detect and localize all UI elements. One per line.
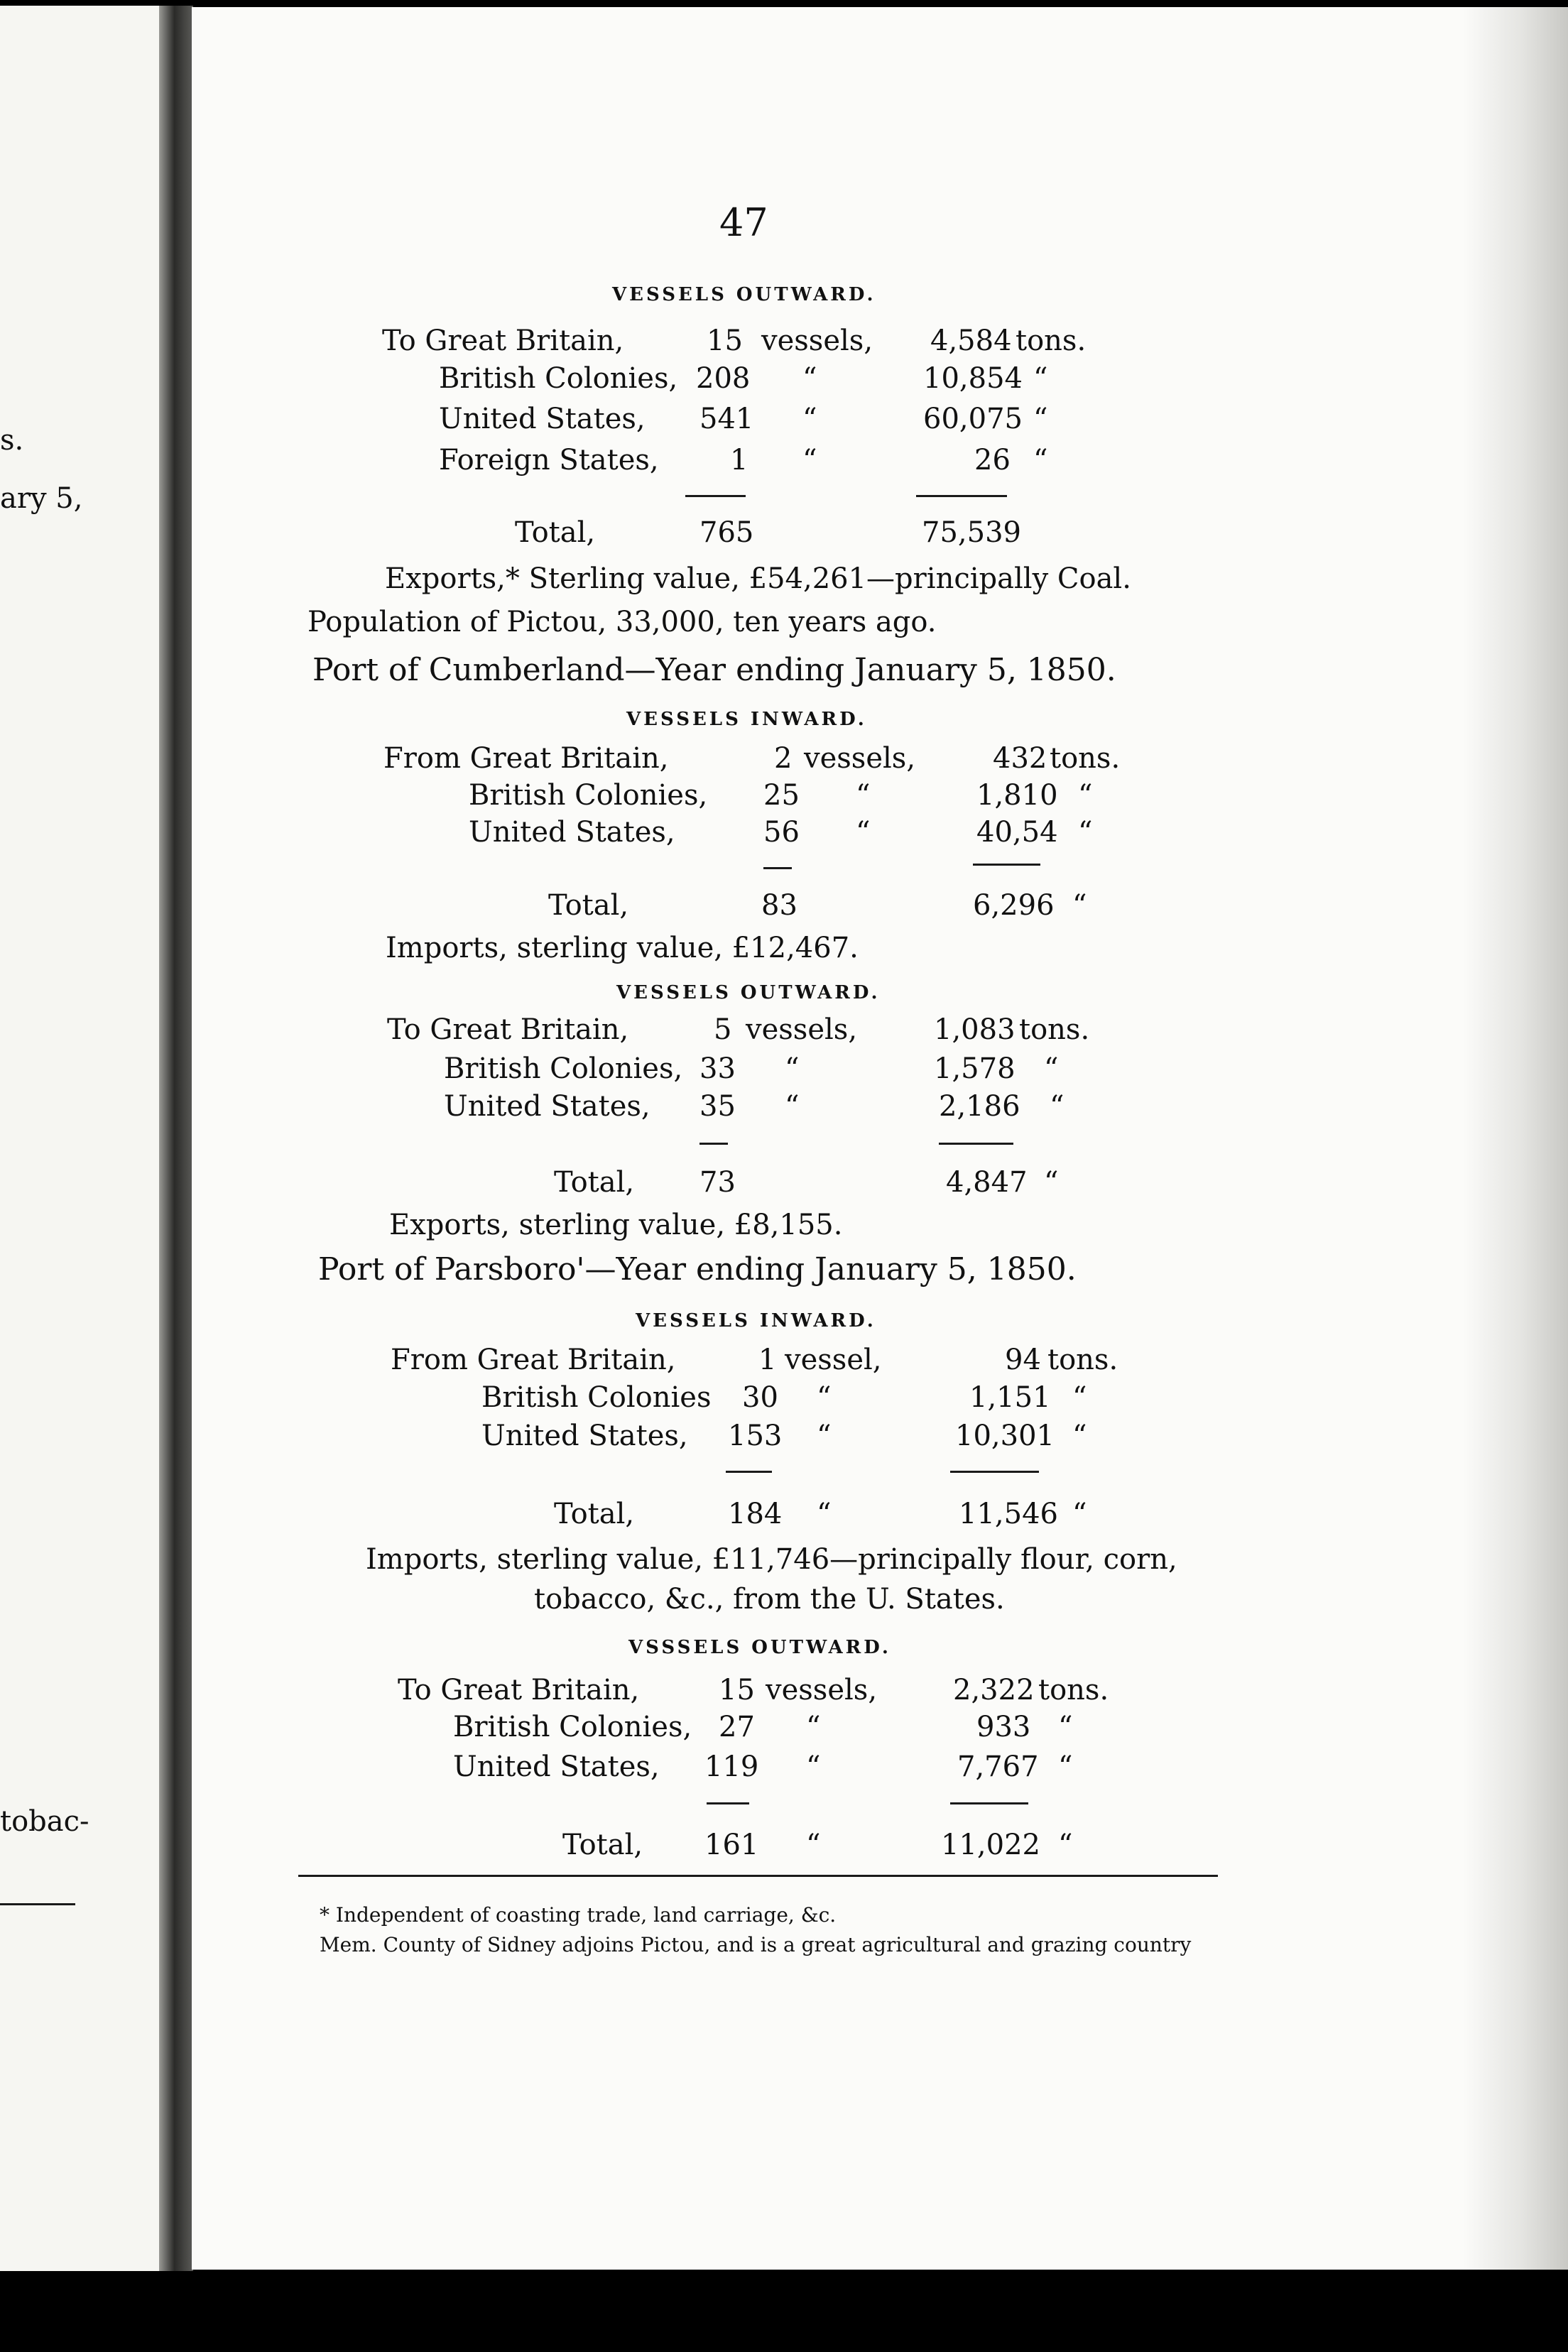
- table-row-count: 541: [699, 403, 754, 435]
- table-row-count: 208: [696, 362, 751, 395]
- table-row-unit: “: [802, 362, 817, 395]
- sum-rule: [685, 495, 746, 497]
- total-tons: 11,546: [959, 1498, 1058, 1530]
- table-row-place: British Colonies,: [469, 779, 708, 812]
- left-page-rule: [0, 1903, 75, 1905]
- table-row-tons-unit: tons.: [1038, 1674, 1109, 1706]
- total-tons-unit: “: [1058, 1829, 1073, 1861]
- table-row-tons-unit: tons.: [1050, 742, 1121, 775]
- table-row-tons-unit: “: [1044, 1052, 1059, 1085]
- table-row-place: United States,: [439, 403, 646, 435]
- total-tons: 75,539: [922, 516, 1021, 549]
- sum-rule: [726, 1471, 772, 1473]
- table-row-tons: 10,854: [923, 362, 1023, 395]
- total-count: 765: [699, 516, 754, 549]
- page-number: 47: [719, 200, 768, 245]
- left-page-text-1: s.: [0, 424, 24, 457]
- table-row-count: 2: [774, 742, 793, 775]
- table-row-tons-unit: “: [1072, 1381, 1087, 1414]
- table-row-count: 30: [742, 1381, 778, 1414]
- table-row-tons: 7,767: [957, 1751, 1039, 1783]
- table-row-tons-unit: “: [1072, 1420, 1087, 1452]
- table-row-place: United States,: [469, 816, 675, 849]
- table-row-tons-unit: “: [1058, 1711, 1073, 1743]
- table-row-tons: 60,075: [923, 403, 1023, 435]
- table-row-unit: “: [802, 444, 817, 477]
- total-tons: 4,847: [946, 1166, 1028, 1199]
- table-row-tons-unit: “: [1033, 403, 1048, 435]
- table-row-count: 119: [704, 1751, 759, 1783]
- total-label: Total,: [515, 516, 596, 549]
- table-row-unit: vessels,: [766, 1674, 878, 1706]
- table-row-place: British Colonies: [481, 1381, 712, 1414]
- imports-line: Imports, sterling value, £12,467.: [386, 932, 859, 964]
- table-row-tons: 2,186: [939, 1090, 1020, 1123]
- footnote-memo: Mem. County of Sidney adjoins Pictou, and is a great agricultural and grazing country: [320, 1933, 1192, 1956]
- table-row-tons: 40,54: [976, 816, 1058, 849]
- table-row-tons-unit: tons.: [1019, 1013, 1090, 1046]
- footnote: * Independent of coasting trade, land carriage, &c.: [320, 1903, 837, 1927]
- total-count: 83: [761, 889, 797, 922]
- total-unit: “: [806, 1829, 821, 1861]
- total-label: Total,: [554, 1166, 635, 1199]
- table-row-place: United States,: [444, 1090, 650, 1123]
- population-line: Population of Pictou, 33,000, ten years ago.: [307, 606, 937, 638]
- table-row-tons: 10,301: [955, 1420, 1055, 1452]
- section-heading: VESSELS INWARD.: [626, 709, 867, 730]
- table-row-unit: vessel,: [785, 1344, 882, 1376]
- total-label: Total,: [548, 889, 629, 922]
- table-row-unit: “: [856, 816, 871, 849]
- table-row-count: 27: [719, 1711, 755, 1743]
- table-row-unit: “: [817, 1420, 832, 1452]
- table-row-place: United States,: [481, 1420, 688, 1452]
- section-heading: VSSSELS OUTWARD.: [628, 1637, 891, 1658]
- table-row-tons: 432: [993, 742, 1047, 775]
- table-row-unit: vessels,: [761, 325, 873, 357]
- total-count: 184: [728, 1498, 783, 1530]
- imports-line-continued: tobacco, &c., from the U. States.: [534, 1583, 1005, 1616]
- table-row-tons: 1,083: [934, 1013, 1016, 1046]
- table-row-place: To Great Britain,: [398, 1674, 640, 1706]
- table-row-place: To Great Britain,: [387, 1013, 629, 1046]
- table-row-unit: “: [785, 1052, 800, 1085]
- left-page-text-2: ary 5,: [0, 482, 83, 515]
- section-heading: VESSELS INWARD.: [636, 1310, 876, 1332]
- table-row-place: British Colonies,: [444, 1052, 683, 1085]
- table-row-tons: 4,584: [930, 325, 1012, 357]
- table-row-count: 1: [730, 444, 748, 477]
- table-row-tons: 933: [976, 1711, 1031, 1743]
- table-row-tons: 1,578: [934, 1052, 1016, 1085]
- table-row-count: 5: [714, 1013, 732, 1046]
- exports-line: Exports, sterling value, £8,155.: [389, 1209, 843, 1241]
- total-tons-unit: “: [1072, 1498, 1087, 1530]
- table-row-place: British Colonies,: [439, 362, 678, 395]
- table-row-count: 35: [699, 1090, 736, 1123]
- total-count: 161: [704, 1829, 759, 1861]
- table-row-place: British Colonies,: [453, 1711, 692, 1743]
- total-tons-unit: “: [1044, 1166, 1059, 1199]
- page-edge-shadow: [1463, 7, 1568, 2270]
- sum-rule: [916, 495, 1007, 497]
- sum-rule: [950, 1802, 1028, 1804]
- scan-bottom-border: [0, 2271, 1568, 2352]
- imports-line: Imports, sterling value, £11,746—principally flour, corn,: [366, 1543, 1177, 1576]
- exports-line: Exports,* Sterling value, £54,261—principally Coal.: [385, 562, 1131, 595]
- table-row-tons: 2,322: [953, 1674, 1035, 1706]
- port-title-cumberland: Port of Cumberland—Year ending January 5, 1850.: [312, 652, 1116, 688]
- table-row-count: 33: [699, 1052, 736, 1085]
- port-title-parsboro: Port of Parsboro'—Year ending January 5, 1850.: [318, 1251, 1077, 1287]
- left-page-text-3: tobac-: [0, 1805, 89, 1838]
- table-row-tons-unit: “: [1078, 779, 1093, 812]
- total-count: 73: [699, 1166, 736, 1199]
- sum-rule: [939, 1143, 1013, 1145]
- table-row-unit: “: [802, 403, 817, 435]
- table-row-tons: 1,151: [969, 1381, 1051, 1414]
- table-row-tons-unit: “: [1058, 1751, 1073, 1783]
- section-heading: VESSELS OUTWARD.: [616, 982, 881, 1003]
- table-row-count: 25: [763, 779, 800, 812]
- table-row-unit: “: [806, 1751, 821, 1783]
- table-row-count: 15: [707, 325, 743, 357]
- table-row-count: 153: [728, 1420, 783, 1452]
- table-row-place: From Great Britain,: [383, 742, 669, 775]
- table-row-tons-unit: tons.: [1047, 1344, 1118, 1376]
- table-row-tons: 94: [1005, 1344, 1041, 1376]
- sum-rule: [950, 1471, 1039, 1473]
- table-row-unit: “: [806, 1711, 821, 1743]
- table-row-count: 15: [719, 1674, 755, 1706]
- sum-rule: [699, 1143, 728, 1145]
- table-row-tons-unit: tons.: [1016, 325, 1087, 357]
- total-label: Total,: [562, 1829, 643, 1861]
- sum-rule: [973, 864, 1040, 866]
- footnote-rule: [298, 1875, 1218, 1877]
- table-row-place: From Great Britain,: [391, 1344, 676, 1376]
- table-row-place: To Great Britain,: [382, 325, 624, 357]
- left-page: [0, 6, 162, 2271]
- table-row-tons-unit: “: [1033, 362, 1048, 395]
- total-label: Total,: [554, 1498, 635, 1530]
- table-row-tons-unit: “: [1033, 444, 1048, 477]
- sum-rule: [707, 1802, 749, 1804]
- sum-rule: [763, 867, 792, 869]
- table-row-count: 56: [763, 816, 800, 849]
- table-row-unit: “: [785, 1090, 800, 1123]
- table-row-place: United States,: [453, 1751, 660, 1783]
- total-tons: 11,022: [941, 1829, 1040, 1861]
- book-gutter: [159, 6, 193, 2271]
- table-row-count: 1: [758, 1344, 777, 1376]
- table-row-tons-unit: “: [1050, 1090, 1065, 1123]
- total-tons-unit: “: [1072, 889, 1087, 922]
- table-row-tons: 26: [974, 444, 1011, 477]
- table-row-tons-unit: “: [1078, 816, 1093, 849]
- table-row-unit: “: [817, 1381, 832, 1414]
- section-heading: VESSELS OUTWARD.: [612, 284, 876, 305]
- total-unit: “: [817, 1498, 832, 1530]
- table-row-unit: “: [856, 779, 871, 812]
- table-row-place: Foreign States,: [439, 444, 659, 477]
- table-row-tons: 1,810: [976, 779, 1058, 812]
- total-tons: 6,296: [973, 889, 1055, 922]
- table-row-unit: vessels,: [746, 1013, 858, 1046]
- table-row-unit: vessels,: [804, 742, 916, 775]
